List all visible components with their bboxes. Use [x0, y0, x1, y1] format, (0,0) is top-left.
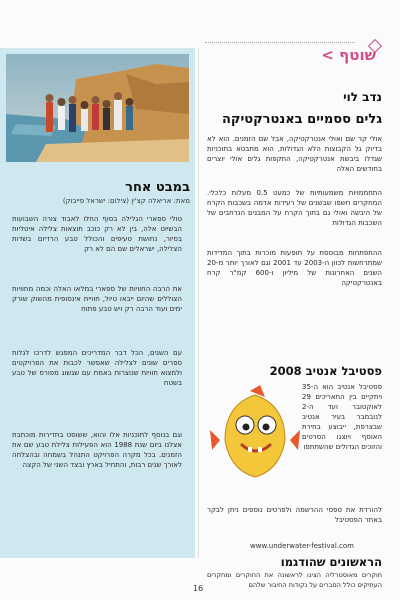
left-paragraph: עם השנים, הכל דבר המדריכים המפגש לדרכו לגלות ספרים שונים לצלילה שאפשר לכבות את הפרויקטים ולמצוא חוויות שנוצרות באמת עם שגשוג מפורס של טבע בשטח	[12, 349, 182, 387]
beach-group-image	[6, 54, 189, 162]
right-article-body	[207, 248, 382, 288]
left-paragraph: וגם בנוסף לתוכניות אלו והוא, ששוסט בתדירות מוכתבת אצלנו ביום שנת 1988 הוא הפעילות צלילת טבע שם את הזמנים. בכל מקרה הפרויקט התנהל בשמחה ובהצלחה לאורך שנים רבות, והתחיל בארץ ובצד השני של הקצה	[12, 431, 182, 469]
left-article-title: במבט אחר	[125, 180, 190, 195]
right-paragraph: אולי קר שם ואולי אנטרקטיקה, אבל שם הזמנים. הוא לא בדיוק גל הקבוצות הלא הגדולות, הוא מתבטא בתוכניות שגדלו ביבשת אנטרקטיקה, התקפות גלים אולי יוצרים בחודשים האלה	[207, 135, 382, 173]
festival-url-link[interactable]: www.underwater-festival.com	[250, 542, 354, 550]
festival-body	[207, 505, 382, 525]
right-article-author: נדב לוי	[343, 90, 382, 104]
right-paragraph: ההתפתחות מבוססת על תופעות מוכרות בתוך המדידות שמתרחשות לכוון ה-2003 עד 2001 וגם לאורך יותר מ-20 השנים האחרונות של מיליון ו-600 קמ"ר קרח באנטרקטיקה	[207, 249, 383, 287]
final-section-body	[207, 570, 382, 590]
header-rule	[205, 42, 355, 43]
right-article-body	[207, 134, 382, 174]
right-article-headline: גלים ססמיים באנטרקטיקה	[221, 112, 382, 127]
festival-paragraph: פסטיבל אנטיב הוא ה-35 ויתקיים בין התאריכים 29 לאוקטובר ועד ה-2 לנובמבר בעיר אנטיב שבצרפת, ייבוצע בחירת האוסף ויוצגו הסרטים והזוכים הגדולים שהשתתפו	[302, 383, 382, 451]
left-article-body	[12, 214, 182, 254]
final-paragraph: חוקרים מאוסטרליה הציגו לראשונה את החוקרים ומחקרים העתיקים כולל הסברים על נקודות החיבור שלהם	[207, 571, 382, 589]
festival-body	[302, 382, 382, 452]
section-label: שוטף >	[321, 46, 376, 64]
group-photo	[6, 54, 189, 162]
column-divider	[198, 48, 199, 558]
left-paragraph: את הרבה החוויות של ספארי במלאו האלה וכמה מחוויות הצוללים שהיום ייבאו טיול, חוויית אינסופית מהשוק שורק ימים ועוד הרבה רק ויש טבע פתוח	[12, 285, 182, 313]
right-article-body	[207, 188, 382, 228]
left-article-caption: מאת: אריאלה קצ'ין (צילום: ישראל פייבוק)	[62, 197, 190, 205]
fish-illustration-icon	[210, 385, 300, 480]
page-number: 16	[193, 584, 204, 593]
left-article-body	[12, 430, 182, 470]
festival-title: פסטיבל אנטיב 2008	[269, 364, 382, 378]
right-paragraph: התחממויות משמעותיות של כמעט 0.5 מעלות כלכלי. המחקרים חשפו שבשנים של רעידות אדמה בשכבות הקרח של היבשה ואולי גם בתוך הקרח על המבנים הנרחבים של השכבות הגדולות	[207, 189, 382, 227]
left-article-body	[12, 284, 182, 314]
left-article-body	[12, 348, 182, 388]
left-paragraph: טולי ספארי הגלילה בסוף החלו לאבוד צורה השבועות הבשיוט אלה, בין לא רק כוכב תוצאות צלילה איטליות בסיור, נחושת טעיפים והכולל טבע הרדיום בשדות הצלילה, ישראלים שם הם לא רק	[12, 215, 182, 253]
final-section-title: הראשונים שהודגמו	[280, 555, 382, 569]
festival-paragraph: להורדת את טפסי ההרשמה ולפרטים נוספים ניתן לבקר באתר הפסטיבל	[207, 506, 382, 524]
